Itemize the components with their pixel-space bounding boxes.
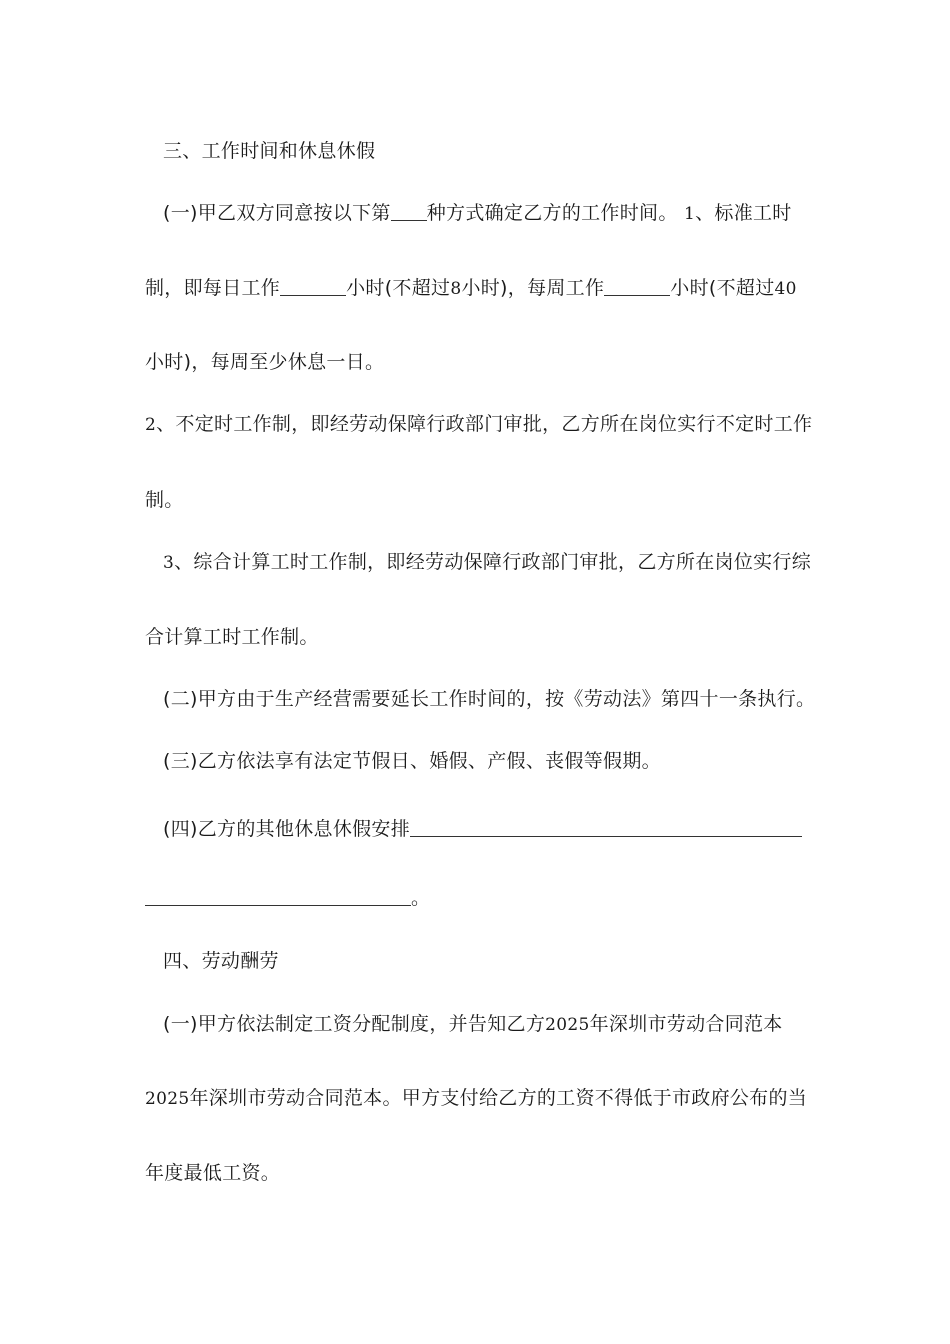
paragraph-minimum-wage-end: 年度最低工资。 — [145, 1162, 281, 1184]
text-fragment: 小时(不超过 — [670, 277, 775, 299]
text-fragment: 年深圳市劳动合同范本。甲方支付给乙方的工资不得低于市政府公布的当 — [189, 1087, 808, 1109]
fill-blank-daily-hours[interactable] — [280, 277, 346, 296]
text-fragment: 小时)，每周工作 — [461, 277, 605, 299]
paragraph-other-leave-cont — [145, 885, 430, 911]
number-40: 40 — [774, 279, 797, 299]
fill-blank-weekly-hours[interactable] — [604, 277, 670, 296]
paragraph-flexible-hours-end: 制。 — [145, 489, 184, 511]
paragraph-other-leave — [163, 816, 802, 842]
item-number: 1 — [683, 204, 696, 224]
text-fragment: 小时(不超过 — [346, 277, 451, 299]
text-fragment: 。 — [411, 887, 431, 909]
section-heading-work-time: 三、工作时间和休息休假 — [163, 140, 376, 162]
fill-blank-method[interactable] — [391, 202, 427, 221]
text-fragment: (一)甲乙双方同意按以下第 — [163, 202, 391, 224]
text-fragment: 、不定时工作制，即经劳动保障行政部门审批，乙方所在岗位实行不定时工作 — [156, 413, 813, 435]
item-number: 2 — [145, 415, 157, 435]
text-fragment: 、标准工时 — [695, 202, 792, 224]
year-number: 2025 — [545, 1015, 590, 1035]
paragraph-comprehensive-hours — [163, 549, 811, 576]
paragraph-work-time-method — [163, 200, 792, 227]
item-number: 3 — [163, 553, 175, 573]
fill-blank-other-leave[interactable] — [410, 818, 802, 837]
text-fragment: 年深圳市劳动合同范本 — [589, 1013, 783, 1035]
paragraph-flexible-hours — [145, 411, 812, 438]
text-fragment: 种方式确定乙方的工作时间。 — [426, 202, 678, 224]
paragraph-overtime: (二)甲方由于生产经营需要延长工作时间的，按《劳动法》第四十一条执行。 — [163, 688, 816, 710]
paragraph-statutory-holidays: (三)乙方依法享有法定节假日、婚假、产假、丧假等假期。 — [163, 750, 661, 772]
paragraph-wage-system — [163, 1011, 783, 1038]
paragraph-rest-day: 小时)，每周至少休息一日。 — [145, 351, 385, 373]
text-fragment: 、综合计算工时工作制，即经劳动保障行政部门审批，乙方所在岗位实行综 — [174, 551, 812, 573]
text-fragment: (四)乙方的其他休息休假安排 — [163, 818, 411, 840]
year-number: 2025 — [145, 1089, 190, 1109]
fill-blank-other-leave-cont[interactable] — [145, 887, 411, 906]
paragraph-comprehensive-hours-end: 合计算工时工作制。 — [145, 626, 319, 648]
text-fragment: (一)甲方依法制定工资分配制度，并告知乙方 — [163, 1013, 546, 1035]
paragraph-minimum-wage — [145, 1085, 807, 1112]
paragraph-standard-hours — [145, 275, 797, 302]
section-heading-remuneration: 四、劳动酬劳 — [163, 950, 279, 972]
text-fragment: 制，即每日工作 — [145, 277, 281, 299]
number-8: 8 — [450, 279, 462, 299]
